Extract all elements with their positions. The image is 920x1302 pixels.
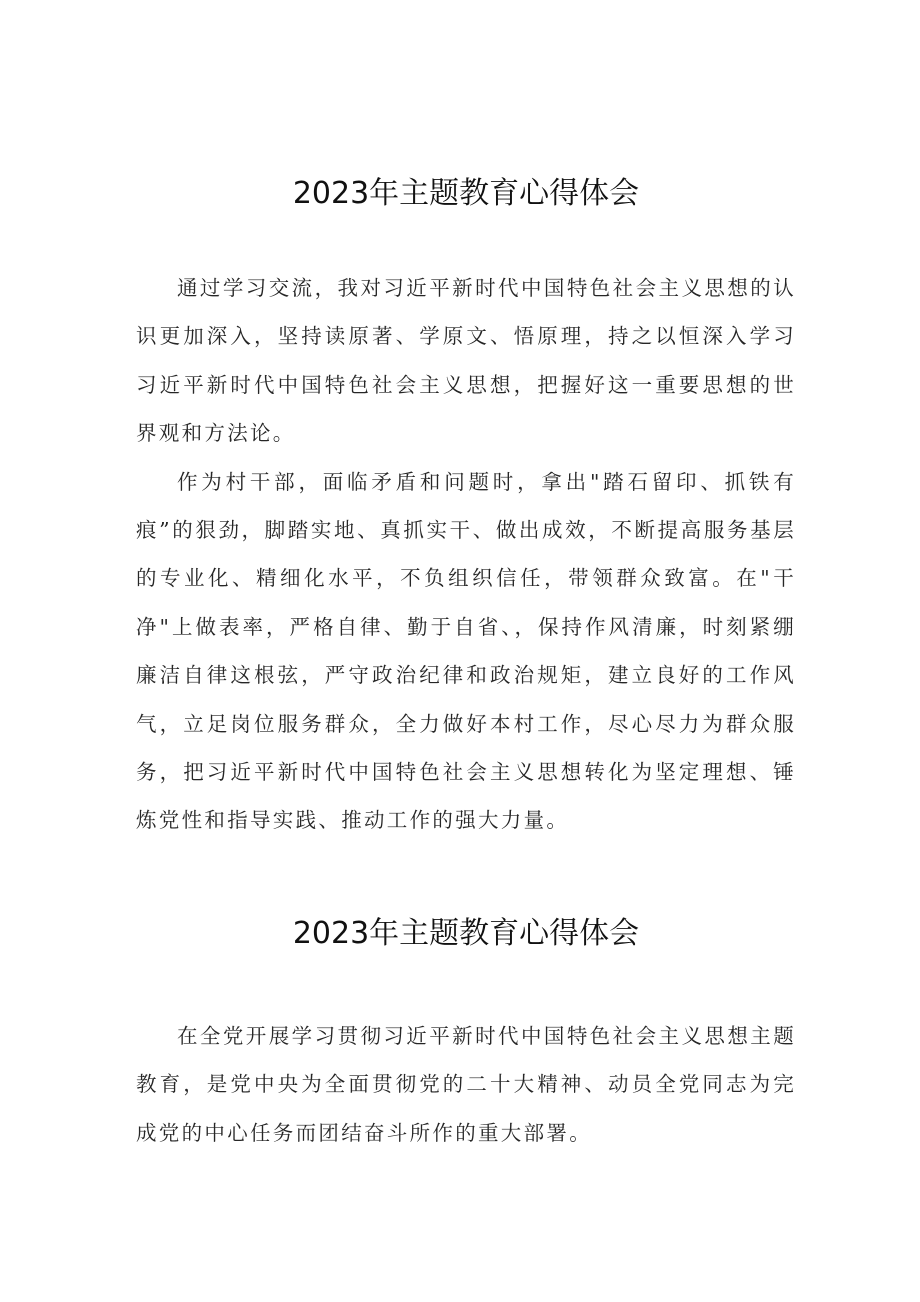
section-title: 2023年主题教育心得体会 [292,916,640,951]
section-body [136,1012,796,1157]
body-paragraph: 通过学习交流，我对习近平新时代中国特色社会主义思想的认识更加深入，坚持读原著、学原文、悟原理，持之以恒深入学习习近平新时代中国特色社会主义思想，把握好这一重要思想的世界观和方法论。 [136,276,796,446]
body-paragraph: 在全党开展学习贯彻习近平新时代中国特色社会主义思想主题教育，是党中央为全面贯彻党的二十大精神、动员全党同志为完成党的中心任务而团结奋斗所作的重大部署。 [136,1024,796,1145]
section-body [136,264,796,845]
section-title: 2023年主题教育心得体会 [292,176,640,211]
body-paragraph: 作为村干部，面临矛盾和问题时，拿出"踏石留印、抓铁有痕”的狠劲，脚踏实地、真抓实干、做出成效，不断提高服务基层的专业化、精细化水平，不负组织信任，带领群众致富。在"干净"上做表率，严格自律、勤于自省、，保持作风清廉，时刻紧绷廉洁自律这根弦，严守政治纪律和政治规矩，建立良好的工作风气，立足岗位服务群众，全力做好本村工作，尽心尽力为群众服务，把习近平新时代中国特色社会主义思想转化为坚定理想、锤炼党性和指导实践、推动工作的强大力量。 [136,469,796,833]
essay-section-2 [136,908,796,1157]
essay-section-1 [136,168,796,845]
